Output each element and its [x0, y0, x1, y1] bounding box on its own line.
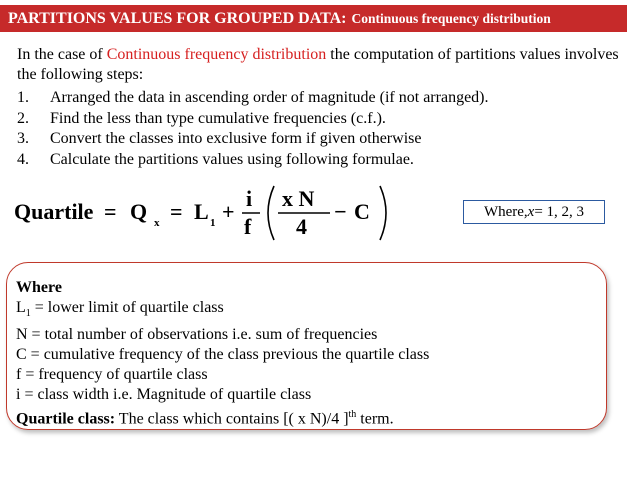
formula-eq-1: =	[104, 199, 117, 224]
def-n: N = total number of observations i.e. sum of frequencies	[16, 325, 378, 343]
formula-l: L	[194, 199, 209, 224]
quartile-formula	[12, 182, 452, 242]
def-qc-text: The class which contains [( x N)/4 ]	[115, 410, 349, 428]
intro-paragraph	[17, 45, 627, 85]
def-qc-sup: th	[348, 409, 357, 421]
steps-list	[17, 88, 617, 170]
intro-prefix: In the case of	[17, 46, 107, 63]
intro-highlight: Continuous frequency distribution	[106, 46, 327, 63]
def-i: i = class width i.e. Magnitude of quartile class	[16, 386, 312, 404]
step-number: 3.	[17, 130, 29, 147]
formula-minus: −	[334, 199, 347, 224]
def-c: C = cumulative frequency of the class previous the quartile class	[16, 345, 430, 363]
list-item	[17, 129, 617, 150]
formula-c: C	[354, 199, 370, 224]
right-paren	[380, 186, 386, 240]
where-suffix: = 1, 2, 3	[534, 203, 585, 220]
left-paren	[268, 186, 274, 240]
step-number: 2.	[17, 109, 29, 127]
step-text: Arranged the data in ascending order of magnitude (if not arranged).	[50, 89, 489, 106]
page-subtitle: Continuous frequency distribution	[351, 10, 551, 26]
formula-plus: +	[222, 199, 235, 224]
formula-i: i	[246, 186, 253, 211]
step-text: Find the less than type cumulative frequencies (c.f.).	[50, 109, 386, 127]
formula-q-sub: x	[154, 217, 160, 229]
def-qc-end: term.	[356, 410, 394, 428]
intro-suffix: the computation of partitions values involves the following steps:	[17, 46, 619, 83]
def-quartile-class	[16, 405, 596, 430]
title-bar	[0, 5, 627, 32]
definitions-heading: Where	[16, 279, 62, 296]
list-item	[17, 150, 617, 171]
def-l1	[16, 298, 596, 324]
where-var: x	[527, 203, 535, 220]
page-title: PARTITIONS VALUES FOR GROUPED DATA:	[8, 9, 347, 27]
def-l1-sub: 1	[25, 308, 31, 320]
formula-f: f	[244, 214, 252, 239]
formula-l-sub: 1	[210, 217, 216, 229]
formula-four: 4	[296, 214, 307, 239]
definitions-list	[16, 278, 596, 430]
formula-lhs: Quartile	[14, 199, 94, 224]
where-prefix: Where,	[483, 203, 528, 220]
step-text: Convert the classes into exclusive form if given otherwise	[50, 130, 422, 147]
where-note-box	[463, 200, 605, 224]
def-qc-label: Quartile class:	[16, 410, 116, 428]
step-number: 4.	[17, 150, 29, 168]
list-item	[17, 109, 617, 130]
formula-q: Q	[130, 199, 148, 224]
step-number: 1.	[17, 89, 29, 106]
list-item	[17, 88, 617, 109]
formula-xn: x N	[282, 186, 315, 211]
step-text: Calculate the partitions values using following formulae.	[50, 150, 414, 168]
def-f: f = frequency of quartile class	[16, 366, 208, 383]
def-l1-symbol: L	[16, 299, 26, 317]
formula-eq-2: =	[170, 199, 183, 224]
def-l1-text: = lower limit of quartile class	[30, 299, 224, 317]
